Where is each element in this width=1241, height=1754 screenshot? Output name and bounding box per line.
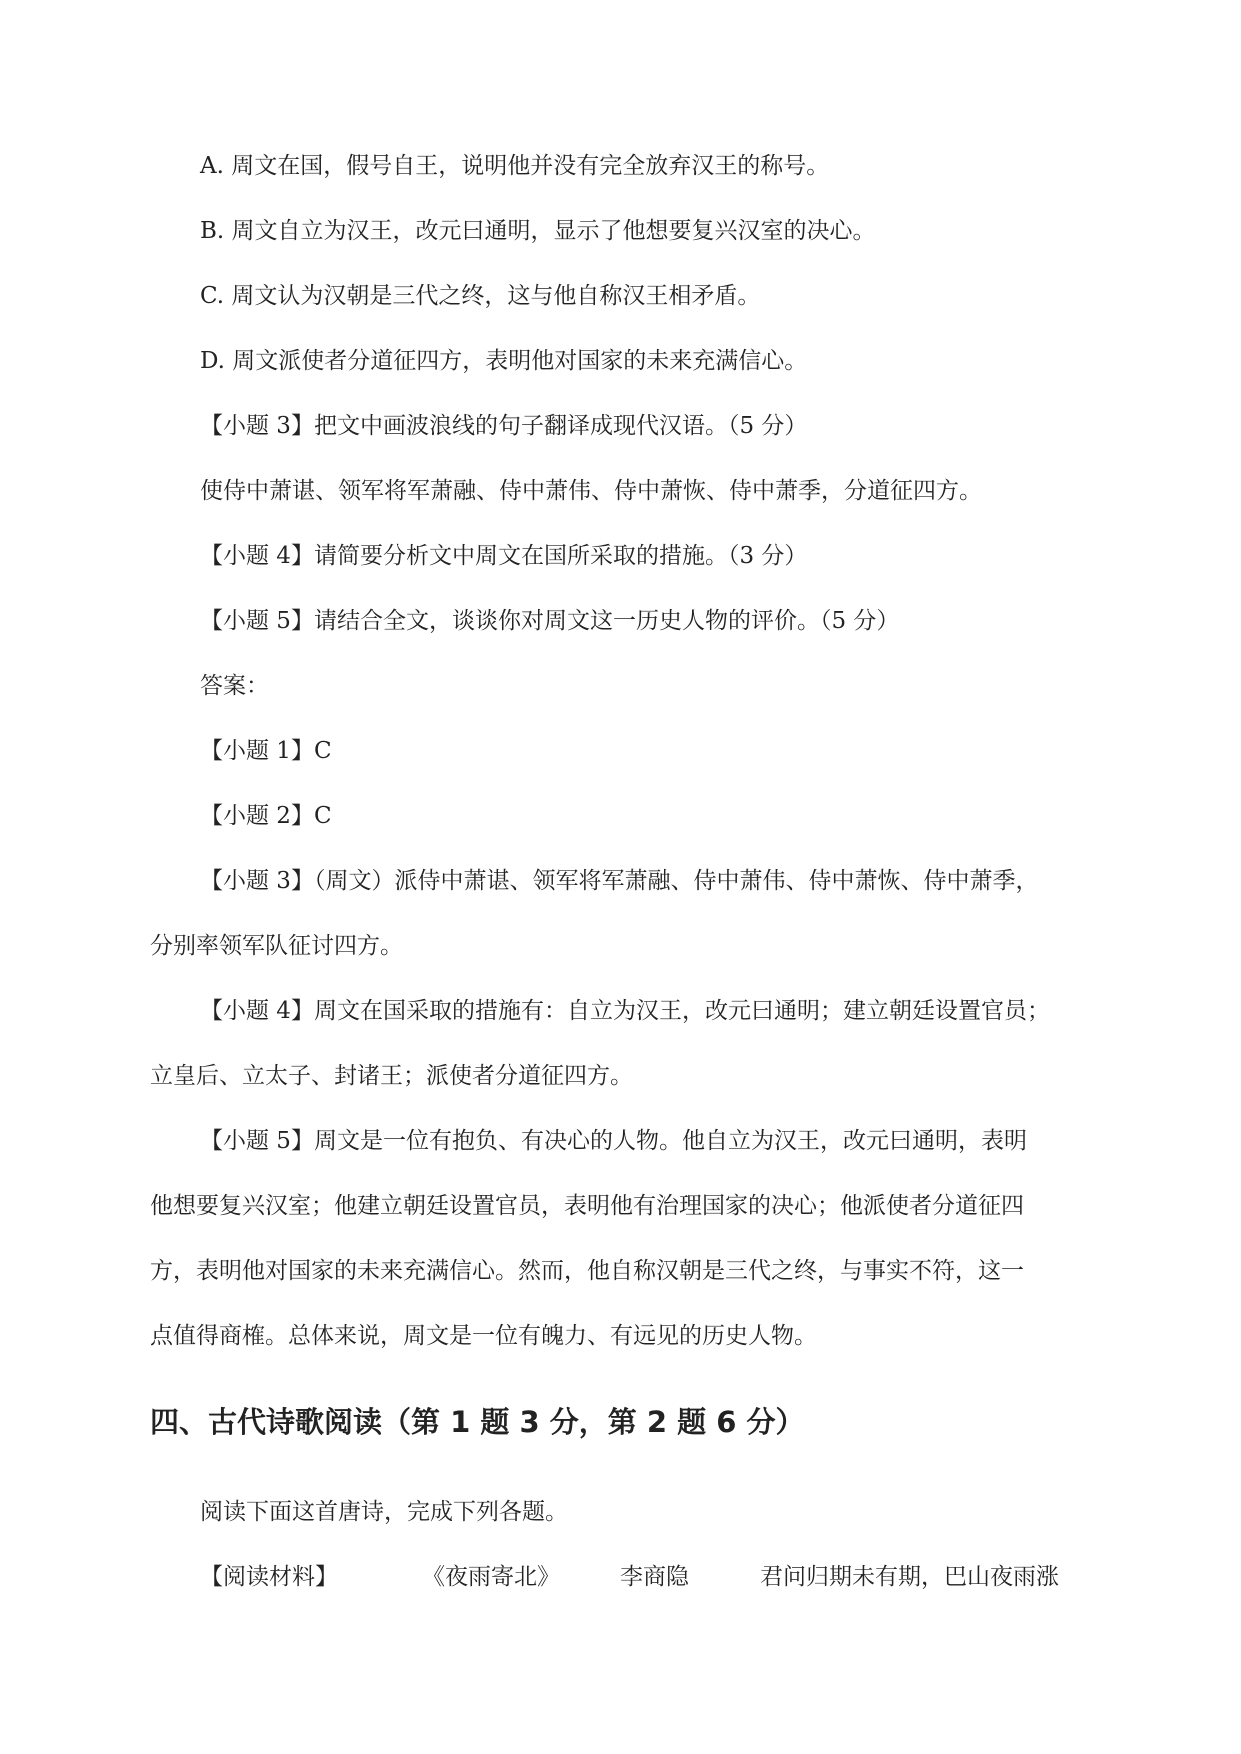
answer-5-line-3: 方，表明他对国家的未来充满信心。然而，他自称汉朝是三代之终，与事实不符，这一 bbox=[150, 1258, 1024, 1284]
question-5: 【小题 5】请结合全文，谈谈你对周文这一历史人物的评价。（5 分） bbox=[200, 608, 900, 634]
option-c: C. 周文认为汉朝是三代之终，这与他自称汉王相矛盾。 bbox=[200, 283, 761, 309]
material-label: 【阅读材料】 bbox=[200, 1564, 338, 1590]
poem-author: 李商隐 bbox=[620, 1564, 689, 1590]
option-a: A. 周文在国，假号自王，说明他并没有完全放弃汉王的称号。 bbox=[200, 153, 830, 179]
poem-text: 君问归期未有期，巴山夜雨涨 bbox=[760, 1564, 1059, 1590]
answer-1: 【小题 1】C bbox=[200, 738, 332, 764]
answer-2: 【小题 2】C bbox=[200, 803, 332, 829]
answer-3-line-1: 【小题 3】（周文）派侍中萧谌、领军将军萧融、侍中萧伟、侍中萧恢、侍中萧季， bbox=[200, 868, 1039, 894]
option-b: B. 周文自立为汉王，改元曰通明，显示了他想要复兴汉室的决心。 bbox=[200, 218, 876, 244]
question-4: 【小题 4】请简要分析文中周文在国所采取的措施。（3 分） bbox=[200, 543, 808, 569]
poem-title: 《夜雨寄北》 bbox=[422, 1564, 560, 1590]
answer-label: 答案： bbox=[200, 673, 269, 699]
section-4-heading: 四、古代诗歌阅读（第 1 题 3 分，第 2 题 6 分） bbox=[150, 1405, 805, 1439]
answer-4-line-1: 【小题 4】周文在国采取的措施有：自立为汉王，改元曰通明；建立朝廷设置官员； bbox=[200, 998, 1050, 1024]
question-3-sentence: 使侍中萧谌、领军将军萧融、侍中萧伟、侍中萧恢、侍中萧季，分道征四方。 bbox=[200, 478, 982, 504]
answer-5-line-1: 【小题 5】周文是一位有抱负、有决心的人物。他自立为汉王，改元曰通明，表明 bbox=[200, 1128, 1027, 1154]
question-3: 【小题 3】把文中画波浪线的句子翻译成现代汉语。（5 分） bbox=[200, 413, 808, 439]
answer-3-line-2: 分别率领军队征讨四方。 bbox=[150, 933, 403, 959]
answer-4-line-2: 立皇后、立太子、封诸王；派使者分道征四方。 bbox=[150, 1063, 633, 1089]
section-4-intro: 阅读下面这首唐诗，完成下列各题。 bbox=[200, 1499, 568, 1525]
answer-5-line-4: 点值得商榷。总体来说，周文是一位有魄力、有远见的历史人物。 bbox=[150, 1323, 817, 1349]
option-d: D. 周文派使者分道征四方，表明他对国家的未来充满信心。 bbox=[200, 348, 808, 374]
answer-5-line-2: 他想要复兴汉室；他建立朝廷设置官员，表明他有治理国家的决心；他派使者分道征四 bbox=[150, 1193, 1024, 1219]
